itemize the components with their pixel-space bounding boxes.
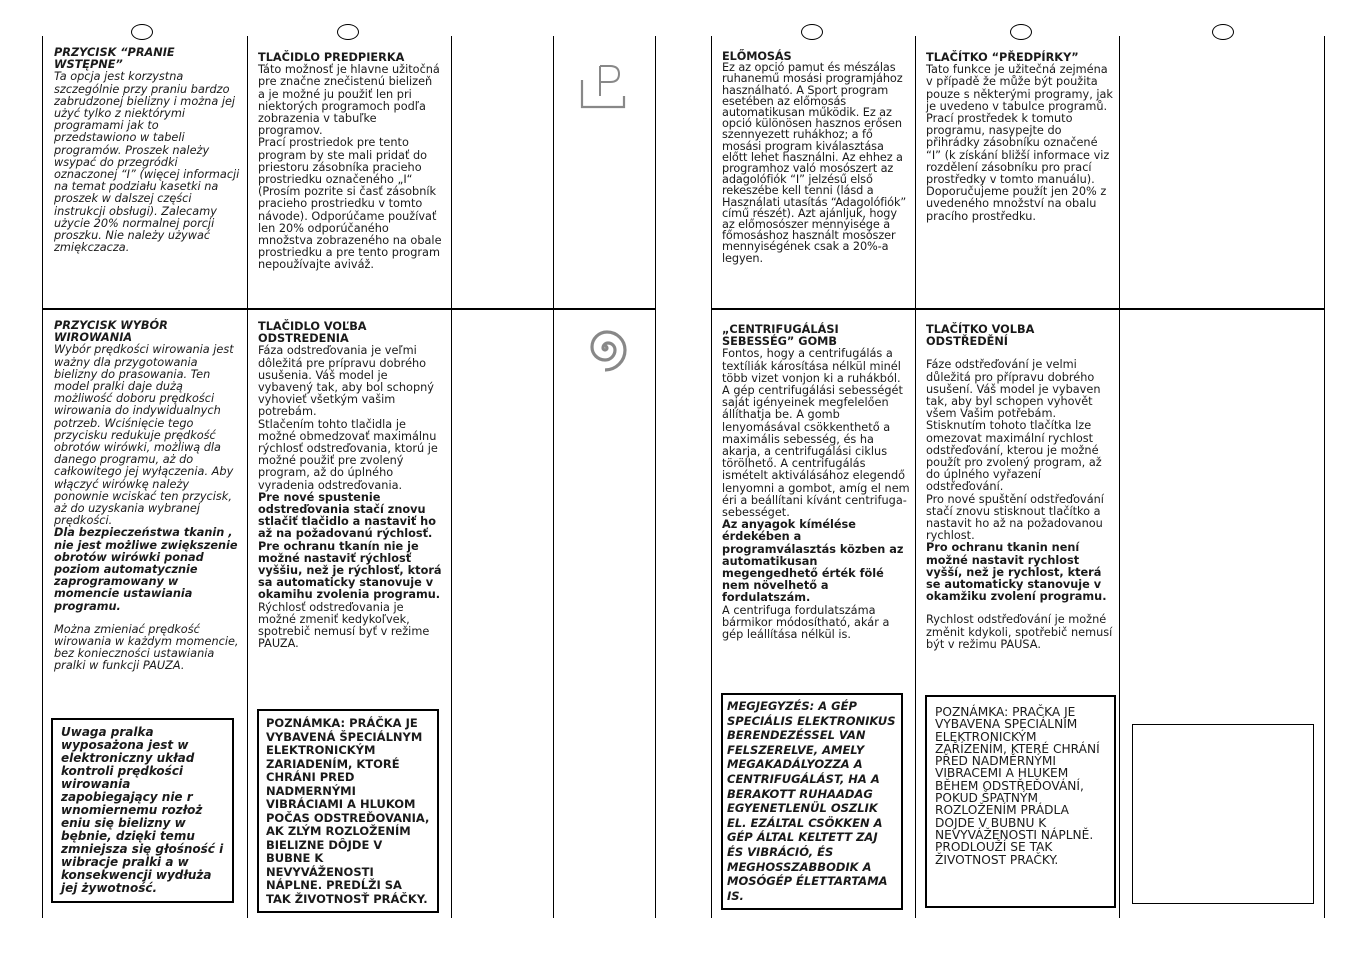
sk-prewash-body2: Prací prostriedok pre tento program by ste mali pridať do priestoru zásobníka pracieho prostriedku označeného „I“ (Prosím pozrite si časť zásobník pracieho prostriedku v tomto návode). Odporúčame používať len 20% odporúčaného množstva zobrazeného na obale prostriedku a pre tento program nepoužívajte aviváž.: [258, 136, 442, 272]
hu-prewash-body: Ez az opció pamut és mészálas ruhanemű mosási programjához használható. A Sport program esetében az előmosás automatikusan működik. Ez az opció különösen hasznos erősen szennyezett ruhákhoz; a fő mosási program kiválasztása előtt lehet használni. Az ehhez a programhoz való mosószert az adagolófiók “I” jelzésű első rekeszébe kell tenni (lásd a Használati utasítás “Adagolófiók” című részét). Azt ajánljuk, hogy az előmosószer mennyisége a főmosáshoz használt mosószer mennyiségének csak a 20%-a legyen.: [722, 61, 907, 265]
row-divider: [42, 308, 656, 310]
column-divider: [1324, 36, 1325, 918]
pl-spin-bold: Dla bezpieczeństwa tkanin , nie jest możliwe zwiększenie obrotów wirówki ponad poziom automatycznie zaprogramowany w momencie ustawiania programu.: [54, 526, 238, 613]
hu-spin-section: [722, 324, 910, 641]
hu-note-box: [721, 693, 903, 910]
language-marker-circle: [801, 24, 823, 40]
sk-note-box: [257, 709, 439, 913]
row-divider: [711, 308, 1325, 310]
language-marker-circle: [131, 24, 153, 40]
sk-note-text: POZNÁMKA: PRÁČKA JE VYBAVENÁ ŠPECIÁLNYM ELEKTRONICKÝM ZARIADENÍM, KTORÉ CHRÁNI PRED NADMERNÝMI VIBRÁCIAMI A HLUKOM POČAS ODSTREĎOVANIA, AK ZLÝM ROZLOŽENÍM BIELIZNE DÔJDE V BUBNE K NEVYVÁŽENOSTI NÁPLNE. PREDĹŽI SA TAK ŽIVOTNOSŤ PRÁČKY.: [266, 716, 430, 906]
pl-note-box: [51, 718, 234, 903]
hu-spin-title: „CENTRIFUGÁLÁSI SEBESSÉG” GOMB: [722, 323, 839, 349]
cz-prewash-body1: Tato funkce je užitečná zejména v případě že může být použita pouze s některými programy, jak je uvedeno v tabulce programů.: [926, 63, 1113, 113]
pl-spin-body: Wybór prędkości wirowania jest ważny dla przygotowania bielizny do prasowania. Ten model pralki daje dużą możliwość doboru prędkości wirowania do indywidualnych potrzeb. Wciśnięcie tego przycisku redukuje prędkość obrotów wirówki, możliwą dla danego programu, aż do całkowitego jej wyłączenia. Aby włączyć wirówkę należy ponownie wciskać ten przycisk, aż do uzyskania wybranej prędkości.: [54, 343, 234, 528]
cz-spin-body3: Pro nové spuštění odstřeďování stačí znovu stisknout tlačítko a nastavit ho až na požadovanou rychlost.: [926, 492, 1104, 543]
sk-spin-section: [258, 321, 444, 650]
hu-spin-pause: A centrifuga fordulatszáma bármikor módosítható, akár a gép leállítása nélkül is.: [722, 603, 890, 642]
cz-spin-body2: Stisknutím tohoto tlačítka lze omezovat maximální rychlost odstřeďování, kterou je možné použít pro zvolený program, až do úplného vyřazení odstřeďování.: [926, 419, 1102, 494]
sk-prewash-title: TLAČIDLO PREDPIERKA: [258, 51, 405, 64]
sk-spin-title: TLAČIDLO VOĽBA ODSTREDENIA: [258, 320, 367, 346]
cz-spin-bold: Pro ochranu tkanin není možné nastavit rychlost vyšší, než je rychlost, která se automaticky stanovuje v okamžiku zvolení programu.: [926, 541, 1107, 604]
pl-spin-title: PRZYCISK WYBÓR WIROWANIA: [54, 319, 168, 345]
language-marker-circle: [337, 24, 359, 40]
cz-note-text: POZNÁMKA: PRAČKA JE VYBAVENA SPECIÁLNÍM ELEKTRONICKÝM ZAŘÍZENÍM, KTERÉ CHRÁNÍ PŘED NADMĚRNÝMI VIBRACEMI A HLUKEM BĚHEM ODSTŘEĎOVÁNÍ, POKUD ŠPATNÝM ROZLOŽENÍM PRÁDLA DOJDE V BUBNU K NEVYVÁŽENOSTI NÁPLNĚ. PRODLOUŽÍ SE TAK ŽIVOTNOST PRAČKY.: [935, 705, 1100, 867]
column-divider: [42, 36, 43, 918]
column-divider: [553, 36, 554, 918]
pl-prewash-section: [54, 47, 240, 254]
column-divider: [451, 36, 452, 918]
sk-spin-body1: Fáza odstreďovania je veľmi dôležitá pre prípravu dobrého usušenia. Váš model je vybavený tak, aby bol schopný vyhovieť všetkým vašim potrebám.: [258, 344, 434, 419]
cz-spin-pause: Rychlost odstřeďování je možné změnit kdykoli, spotřebič nemusí být v režimu PAUSA.: [926, 613, 1113, 651]
column-divider: [915, 36, 916, 918]
sk-spin-pause: Rýchlosť odstreďovania je možné zmeniť kedykoľvek, spotrebič nemusí byť v režime PAUZA.: [258, 600, 430, 651]
spin-spiral-icon: [580, 324, 630, 376]
pl-note-text: Uwaga pralka wyposażona jest w elektroniczny układ kontroli prędkości wirowania zapobiegający nie r wnomiernemu rozłoż eniu się bielizny w bębnie, dzięki temu zmniejsza się głośność i wibracje pralki a w konsekwencji wydłuża jej żywotność.: [61, 725, 224, 895]
column-divider: [711, 36, 712, 918]
column-divider: [247, 36, 248, 918]
language-marker-circle: [1212, 24, 1234, 40]
pl-prewash-body: Ta opcja jest korzystna szczególnie przy praniu bardzo zabrudzonej bielizny i można jej użyć tylko z niektórymi programami jak to przedstawiono w tabeli programów. Proszek należy wsypać do przegródki oznaczonej “I” (więcej informacji na temat podziału kasetki na proszek w dalszej części instrukcji obsługi). Zalecamy użycie 20% normalnej porcji proszku. Nie należy używać zmiękczacza.: [54, 70, 240, 255]
pl-spin-section: [54, 320, 240, 673]
sk-prewash-section: [258, 52, 442, 272]
hu-prewash-section: [722, 51, 908, 264]
cz-note-box: [925, 695, 1116, 908]
prewash-p-icon: [578, 58, 628, 116]
hu-spin-bold: Az anyagok kímélése érdekében a programválasztás közben az automatikusan megengedhető érték fölé nem növelhető a fordulatszám.: [722, 518, 904, 605]
cz-prewash-section: [926, 52, 1114, 223]
column-divider: [1119, 36, 1120, 918]
cz-spin-title: TLAČÍTKO VOLBA ODSTŘEDĚNÍ: [926, 323, 1035, 349]
sk-prewash-body1: Táto možnosť je hlavne užitočná pre značne znečistenú bielizeň a je možné ju použiť len pri niektorých programoch podľa zobrazenia v tabuľke programov.: [258, 63, 440, 138]
column-divider: [655, 36, 656, 918]
cz-spin-body1: Fáze odstřeďování je velmi důležitá pro přípravu dobrého usušení. Váš model je vybaven tak, aby byl schopen vyhovět všem Vašim potřebám.: [926, 358, 1101, 421]
hu-note-text: MEGJEGYZÉS: A GÉP SPECIÁLIS ELEKTRONIKUS BERENDEZÉSSEL VAN FELSZERELVE, AMELY MEGAKADÁLYOZZA A CENTRIFUGÁLÁST, HA A BERAKOTT RUHAADAG EGYENETLENÜL OSZLIK EL. EZÁLTAL CSÖKKEN A GÉP ÁLTAL KELTETT ZAJ ÉS VIBRÁCIÓ, ÉS MEGHOSSZABBODIK A MOSÓGÉP ÉLETTARTAMA IS.: [727, 699, 896, 903]
pl-spin-pause: Można zmieniać prędkość wirowania w każdym momencie, bez konieczności ustawiania pralki w funkcji PAUZA.: [54, 622, 239, 673]
cz-prewash-title: TLAČÍTKO “PŘEDPÍRKY”: [926, 51, 1079, 64]
hu-spin-body: Fontos, hogy a centrifugálás a textíliák károsítása nélkül minél több vizet vonjon ki a ruhákból. A gép centrifugálási sebességét saját igényeinek megfelelően állíthatja be. A gomb lenyomásával csökkenthető a maximális sebesség, és ha akarja, a centrifugálási ciklus törölhető. A centrifugálás ismételt aktiválásához elegendő lenyomni a gombot, amíg el nem éri a beállítani kívánt centrifuga-sebességet.: [722, 347, 910, 520]
pl-prewash-title: PRZYCISK “PRANIE WSTĘPNE”: [54, 46, 175, 72]
language-marker-circle: [1010, 24, 1032, 40]
sk-spin-bold: Pre nové spustenie odstreďovania stačí znovu stlačiť tlačidlo a nastaviť ho až na požadovanú rýchlosť. Pre ochranu tkanín nie je možné nastaviť rýchlosť vyššiu, než je rýchlosť, ktorá sa automaticky stanovuje v okamihu zvolenia programu.: [258, 490, 442, 602]
hu-prewash-title: ELŐMOSÁS: [722, 50, 792, 63]
cz-spin-section: [926, 324, 1116, 651]
cz-prewash-body2: Prací prostředek k tomuto programu, nasypejte do přihrádky zásobníku označené “I” (k získání bližší informace viz rozdělení zásobníku pro prací prostředky v tomto manuálu). Doporučujeme použít jen 20% z uvedeného množství na obalu pracího prostředku.: [926, 112, 1110, 223]
empty-note-box: [1132, 724, 1314, 904]
sk-spin-body2: Stlačením tohto tlačidla je možné obmedzovať maximálnu rýchlosť odstreďovania, ktorú je možné použiť pre zvolený program, až do úplného vyradenia odstreďovania.: [258, 417, 438, 492]
